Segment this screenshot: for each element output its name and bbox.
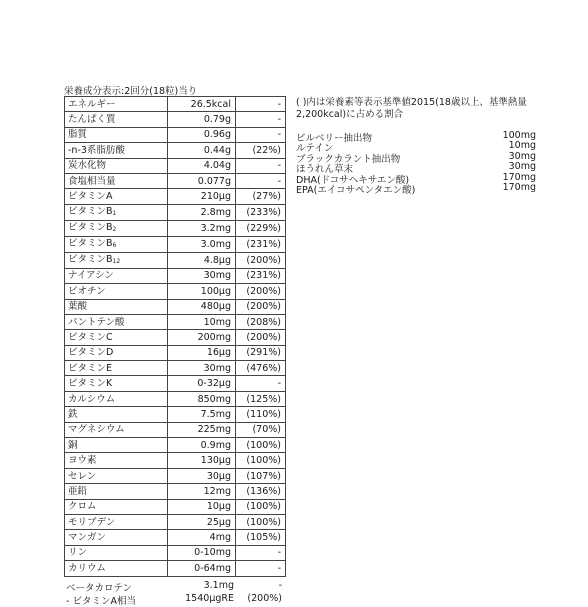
nutrition-table bbox=[64, 96, 286, 577]
extra-name: - ビタミンA相当 bbox=[66, 595, 136, 607]
nutrition-row bbox=[65, 97, 286, 112]
nutrient-name bbox=[65, 545, 168, 560]
nutrient-name-text: ビタミンA bbox=[68, 191, 113, 203]
nutrient-name bbox=[65, 268, 168, 283]
nutrition-row bbox=[65, 391, 286, 406]
nutrition-row bbox=[65, 484, 286, 499]
ingredient-list bbox=[296, 130, 536, 196]
nutrient-name-text: -n-3系脂肪酸 bbox=[68, 144, 125, 156]
nutrient-name bbox=[65, 158, 168, 173]
nutrient-percent: - bbox=[236, 127, 286, 142]
nutrient-percent: (200%) bbox=[236, 284, 286, 299]
ingredient-name: DHA(ドコサヘキサエン酸) bbox=[296, 174, 410, 186]
nutrient-value: 0-32μg bbox=[168, 376, 236, 391]
nutrient-name bbox=[65, 314, 168, 329]
nutrition-row bbox=[65, 158, 286, 173]
nutrient-percent: (100%) bbox=[236, 453, 286, 468]
nutrition-row bbox=[65, 453, 286, 468]
nutrient-value: 0.96g bbox=[168, 127, 236, 142]
nutrient-percent: (110%) bbox=[236, 407, 286, 422]
nutrient-name bbox=[65, 204, 168, 220]
ingredient-row bbox=[296, 171, 536, 186]
nutrient-value: 0.44g bbox=[168, 143, 236, 158]
nutrient-name bbox=[65, 173, 168, 188]
ingredient-row bbox=[296, 130, 536, 144]
nutrient-percent: (231%) bbox=[236, 268, 286, 283]
nutrient-value: 210μg bbox=[168, 189, 236, 204]
nutrient-name bbox=[65, 499, 168, 514]
ingredient-amount: 30mg bbox=[508, 161, 536, 173]
ingredient-amount: 100mg bbox=[502, 130, 536, 141]
nutrition-row bbox=[65, 112, 286, 127]
nutrient-value: 30μg bbox=[168, 468, 236, 483]
nutrition-row bbox=[65, 345, 286, 360]
nutrient-name-text: エネルギー bbox=[68, 98, 116, 110]
nutrient-value: 100μg bbox=[168, 284, 236, 299]
nutrient-value: 10μg bbox=[168, 499, 236, 514]
reference-note: ( )内は栄養素等表示基準値2015(18歳以上、基準熱量2,200kcal)に占める割合 bbox=[296, 97, 527, 120]
nutrient-value: 200mg bbox=[168, 330, 236, 345]
nutrient-value: 0-64mg bbox=[168, 561, 236, 576]
nutrient-name bbox=[65, 299, 168, 314]
nutrition-row bbox=[65, 204, 286, 220]
nutrient-value: 225mg bbox=[168, 422, 236, 437]
nutrient-value: 2.8mg bbox=[168, 204, 236, 220]
nutrition-row bbox=[65, 189, 286, 204]
nutrient-subscript: 6 bbox=[112, 241, 117, 249]
nutrient-name-text: カリウム bbox=[68, 562, 106, 574]
ingredient-name: ルテイン bbox=[296, 143, 334, 155]
nutrient-percent: - bbox=[236, 173, 286, 188]
nutrient-name bbox=[65, 530, 168, 545]
nutrition-row bbox=[65, 438, 286, 453]
nutrition-row bbox=[65, 530, 286, 545]
nutrient-value: 30mg bbox=[168, 361, 236, 376]
nutrient-name-text: ビタミンB bbox=[68, 205, 113, 217]
nutrient-value: 3.0mg bbox=[168, 236, 236, 252]
nutrient-value: 3.2mg bbox=[168, 220, 236, 236]
nutrient-percent: (200%) bbox=[236, 330, 286, 345]
nutrient-percent: (107%) bbox=[236, 468, 286, 483]
nutrient-name bbox=[65, 484, 168, 499]
nutrient-name-text: ビタミンE bbox=[68, 362, 113, 374]
nutrition-row bbox=[65, 499, 286, 514]
nutrient-name-text: 炭水化物 bbox=[68, 160, 107, 172]
nutrient-name-text: モリブデン bbox=[68, 516, 116, 528]
nutrient-value: 0.79g bbox=[168, 112, 236, 127]
nutrient-name bbox=[65, 438, 168, 453]
ingredient-name: ブラックカラント抽出物 bbox=[296, 153, 401, 165]
nutrition-row bbox=[65, 143, 286, 158]
nutrition-row bbox=[65, 376, 286, 391]
ingredient-row bbox=[296, 161, 536, 176]
nutrient-name-text: セレン bbox=[68, 470, 97, 482]
extra-value: 3.1mg bbox=[203, 579, 234, 591]
nutrient-name bbox=[65, 127, 168, 142]
ingredient-row bbox=[296, 140, 536, 155]
nutrition-row bbox=[65, 330, 286, 345]
nutrition-row bbox=[65, 127, 286, 142]
nutrient-percent: (100%) bbox=[236, 438, 286, 453]
nutrient-value: 130μg bbox=[168, 453, 236, 468]
nutrient-name-text: ヨウ素 bbox=[68, 455, 97, 467]
nutrient-value: 4.8μg bbox=[168, 252, 236, 268]
nutrition-row bbox=[65, 407, 286, 422]
nutrition-row bbox=[65, 173, 286, 188]
nutrient-percent: (22%) bbox=[236, 143, 286, 158]
nutrient-name bbox=[65, 361, 168, 376]
nutrient-name bbox=[65, 143, 168, 158]
nutrient-name bbox=[65, 330, 168, 345]
ingredient-amount: 10mg bbox=[508, 140, 536, 152]
nutrient-name bbox=[65, 422, 168, 437]
nutrient-subscript: 2 bbox=[112, 225, 117, 233]
nutrient-name-text: マグネシウム bbox=[68, 424, 125, 436]
nutrient-name-text: ビタミンC bbox=[68, 331, 113, 343]
nutrient-percent: (231%) bbox=[236, 236, 286, 252]
nutrient-value: 4mg bbox=[168, 530, 236, 545]
nutrient-name bbox=[65, 189, 168, 204]
nutrient-name bbox=[65, 220, 168, 236]
extra-name: ベータカロテン bbox=[66, 582, 133, 594]
extra-percent: - bbox=[278, 579, 282, 591]
ingredient-amount: 170mg bbox=[502, 181, 536, 193]
nutrient-name-text: ナイアシン bbox=[68, 270, 114, 282]
ingredient-row bbox=[296, 150, 536, 165]
nutrition-row bbox=[65, 314, 286, 329]
nutrient-name-text: リン bbox=[68, 547, 88, 559]
nutrient-name-text: マンガン bbox=[68, 532, 107, 544]
nutrient-value: 0.077g bbox=[168, 173, 236, 188]
nutrient-name-text: ビタミンK bbox=[68, 378, 113, 390]
nutrient-name bbox=[65, 391, 168, 406]
nutrient-percent: (233%) bbox=[236, 204, 286, 220]
nutrient-percent: (200%) bbox=[236, 252, 286, 268]
nutrient-name-text: ビオチン bbox=[68, 285, 106, 297]
nutrient-name-text: ビタミンB bbox=[68, 253, 113, 265]
ingredient-row bbox=[296, 181, 536, 196]
nutrient-percent: - bbox=[236, 158, 286, 173]
nutrient-name-text: パントテン酸 bbox=[68, 316, 125, 328]
nutrition-row bbox=[65, 422, 286, 437]
nutrient-percent: (291%) bbox=[236, 345, 286, 360]
nutrient-percent: (100%) bbox=[236, 499, 286, 514]
nutrition-row bbox=[65, 220, 286, 236]
nutrient-name bbox=[65, 468, 168, 483]
nutrient-name bbox=[65, 561, 168, 576]
nutrition-row bbox=[65, 252, 286, 268]
nutrition-row bbox=[65, 284, 286, 299]
nutrient-name-text: クロム bbox=[68, 501, 97, 513]
nutrition-row bbox=[65, 268, 286, 283]
ingredient-name: EPA(エイコサペンタエン酸) bbox=[296, 184, 416, 196]
nutrient-name-text: 鉄 bbox=[68, 408, 78, 420]
nutrient-value: 25μg bbox=[168, 514, 236, 529]
nutrient-name-text: 銅 bbox=[68, 439, 78, 451]
nutrition-row bbox=[65, 514, 286, 529]
nutrient-name bbox=[65, 97, 168, 112]
nutrient-value: 30mg bbox=[168, 268, 236, 283]
nutrition-row bbox=[65, 361, 286, 376]
nutrition-row bbox=[65, 236, 286, 252]
nutrient-name bbox=[65, 514, 168, 529]
nutrient-name-text: ビタミンB bbox=[68, 237, 113, 249]
nutrient-name bbox=[65, 112, 168, 127]
nutrition-row bbox=[65, 468, 286, 483]
nutrition-row bbox=[65, 299, 286, 314]
nutrient-value: 12mg bbox=[168, 484, 236, 499]
nutrient-name bbox=[65, 236, 168, 252]
nutrient-value: 4.04g bbox=[168, 158, 236, 173]
nutrient-percent: (136%) bbox=[236, 484, 286, 499]
nutrient-value: 480μg bbox=[168, 299, 236, 314]
ingredient-name: ビルベリー抽出物 bbox=[296, 133, 373, 144]
extra-percent: (200%) bbox=[247, 592, 282, 604]
nutrient-name-text: 脂質 bbox=[68, 129, 88, 141]
nutrient-name-text: ビタミンB bbox=[68, 221, 113, 233]
nutrient-value: 10mg bbox=[168, 314, 236, 329]
extra-value: 1540μgRE bbox=[185, 592, 234, 604]
nutrient-name-text: 葉酸 bbox=[68, 301, 88, 313]
nutrient-percent: (125%) bbox=[236, 391, 286, 406]
nutrient-name bbox=[65, 453, 168, 468]
nutrient-value: 7.5mg bbox=[168, 407, 236, 422]
nutrient-percent: (200%) bbox=[236, 299, 286, 314]
nutrient-value: 26.5kcal bbox=[168, 97, 236, 112]
nutrient-name-text: 食塩相当量 bbox=[68, 175, 116, 187]
nutrient-name-text: 亜鉛 bbox=[68, 485, 88, 497]
nutrition-title: 栄養成分表示:2回分(18粒)当り bbox=[64, 86, 198, 97]
nutrient-name-text: カルシウム bbox=[68, 393, 116, 405]
nutrient-name bbox=[65, 284, 168, 299]
nutrition-row bbox=[65, 545, 286, 560]
nutrient-name-text: たんぱく質 bbox=[68, 114, 116, 126]
nutrient-name bbox=[65, 376, 168, 391]
ingredient-amount: 30mg bbox=[508, 150, 536, 162]
nutrient-percent: - bbox=[236, 112, 286, 127]
nutrient-percent: (476%) bbox=[236, 361, 286, 376]
nutrient-percent: - bbox=[236, 376, 286, 391]
nutrient-subscript: 12 bbox=[112, 257, 121, 265]
nutrient-percent: (27%) bbox=[236, 189, 286, 204]
nutrient-value: 0.9mg bbox=[168, 438, 236, 453]
nutrient-percent: - bbox=[236, 545, 286, 560]
nutrient-subscript: 1 bbox=[112, 209, 117, 217]
nutrient-percent: (100%) bbox=[236, 514, 286, 529]
nutrient-name bbox=[65, 345, 168, 360]
nutrient-value: 0-10mg bbox=[168, 545, 236, 560]
nutrition-row bbox=[65, 561, 286, 576]
nutrient-percent: (229%) bbox=[236, 220, 286, 236]
nutrient-name bbox=[65, 252, 168, 268]
nutrient-percent: - bbox=[236, 97, 286, 112]
ingredient-amount: 170mg bbox=[502, 171, 536, 183]
nutrient-name bbox=[65, 407, 168, 422]
nutrient-value: 16μg bbox=[168, 345, 236, 360]
nutrient-value: 850mg bbox=[168, 391, 236, 406]
nutrient-percent: - bbox=[236, 561, 286, 576]
nutrient-percent: (70%) bbox=[236, 422, 286, 437]
nutrient-percent: (105%) bbox=[236, 530, 286, 545]
nutrient-percent: (208%) bbox=[236, 314, 286, 329]
nutrient-name-text: ビタミンD bbox=[68, 347, 114, 359]
ingredient-name: ほうれん草末 bbox=[296, 164, 354, 176]
